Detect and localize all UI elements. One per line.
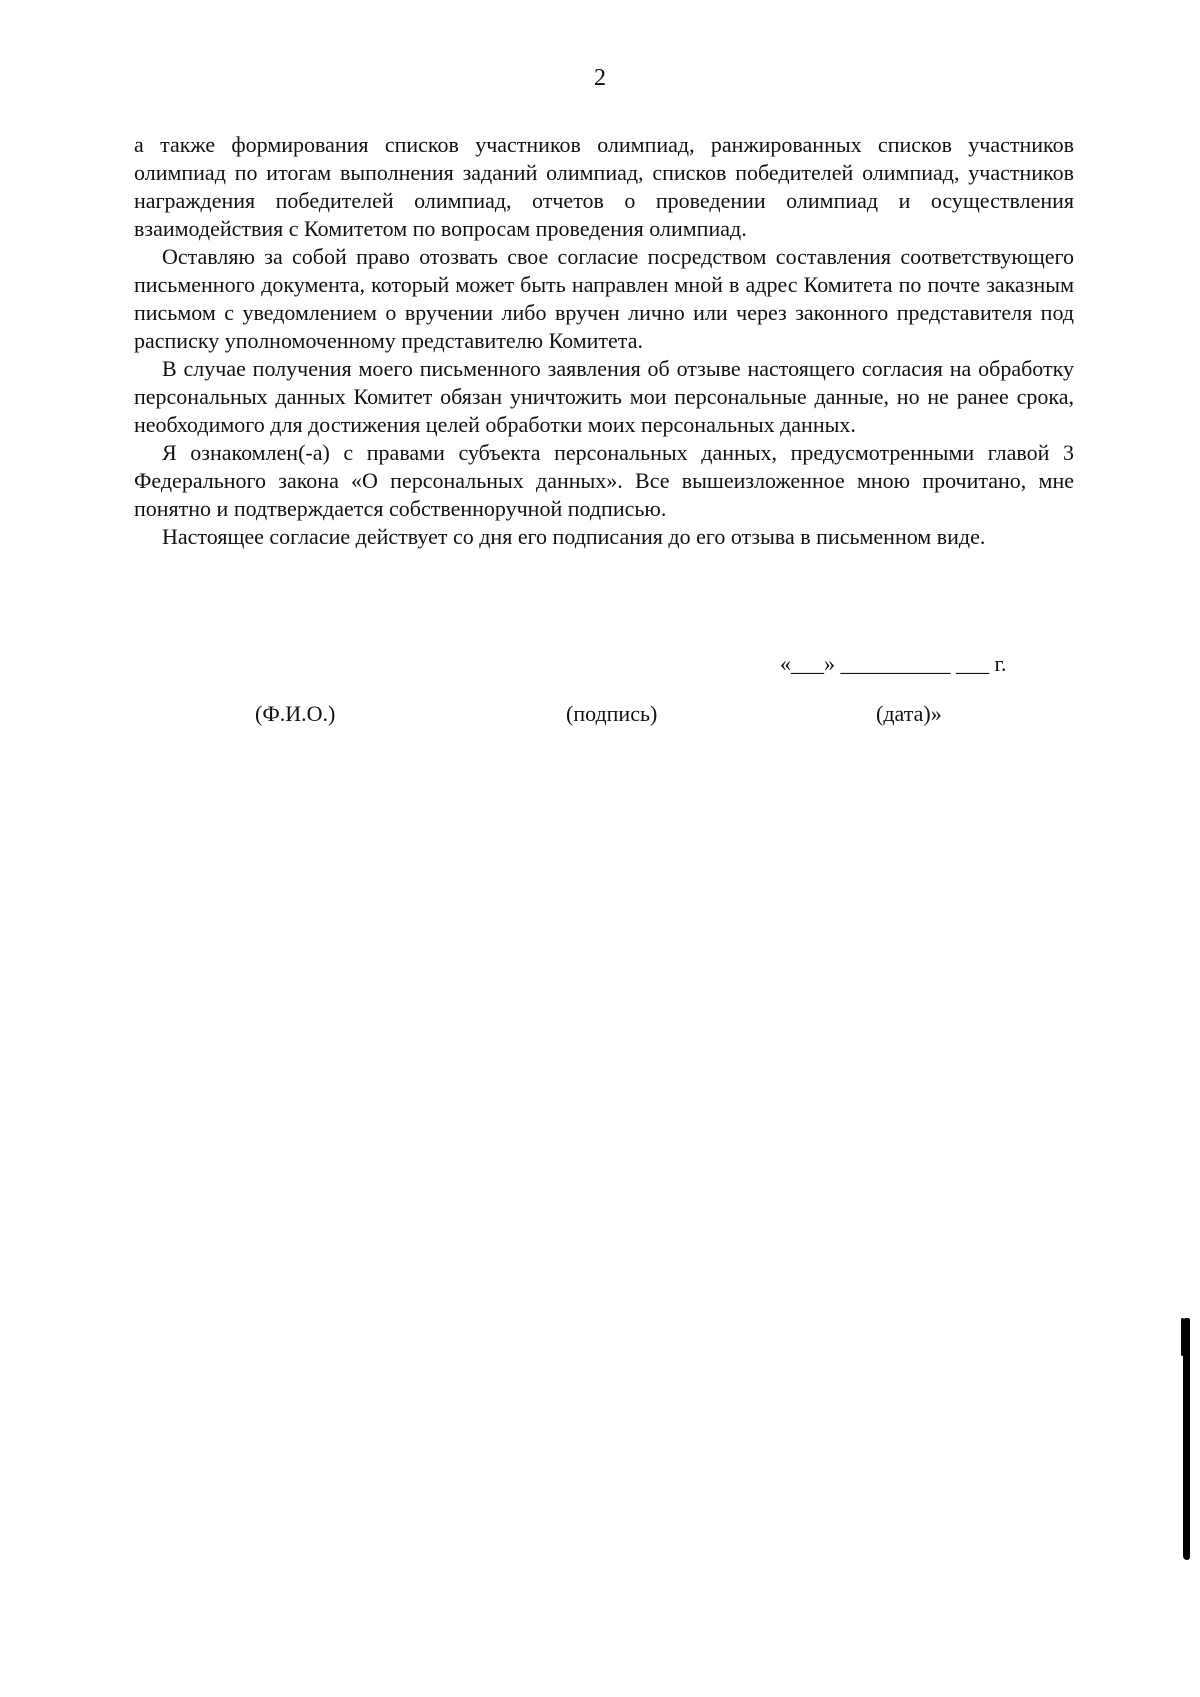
scan-edge-mark xyxy=(1183,1318,1190,1560)
date-label: (дата)» xyxy=(876,701,942,726)
page-number: 2 xyxy=(594,65,606,91)
fio-label: (Ф.И.О.) xyxy=(255,701,336,726)
signature-date-line: «___» __________ ___ г. xyxy=(780,651,1007,676)
signature-label: (подпись) xyxy=(566,701,658,726)
paragraph-consent-validity: Настоящее согласие действует со дня его подписания до его отзыва в письменном виде. xyxy=(162,524,986,549)
paragraph-data-destruction: В случае получения моего письменного заявления об отзыве настоящего согласия на обработку персональных данных Комитет обязан уничтожить мои персональные данные, но не ранее срока, необходимого для достижения целей обработки моих персональных данных. xyxy=(134,356,1074,437)
document-body xyxy=(134,131,1074,551)
paragraph-rights-acknowledgement: Я ознакомлен(-а) с правами субъекта персональных данных, предусмотренными главой 3 Федерального закона «О персональных данных». Все вышеизложенное мною прочитано, мне понятно и подтверждается собственноручной подписью. xyxy=(134,440,1074,521)
paragraph-withdrawal-right: Оставляю за собой право отозвать свое согласие посредством составления соответствующего письменного документа, который может быть направлен мной в адрес Комитета по почте заказным письмом с уведомлением о вручении либо вручен лично или через законного представителя под расписку уполномоченному представителю Комитета. xyxy=(134,244,1074,353)
paragraph-processing-purposes: а также формирования списков участников олимпиад, ранжированных списков участников олимпиад по итогам выполнения заданий олимпиад, списков победителей олимпиад, участников награждения победителей олимпиад, отчетов о проведении олимпиад и осуществления взаимодействия с Комитетом по вопросам проведения олимпиад. xyxy=(134,132,1074,241)
